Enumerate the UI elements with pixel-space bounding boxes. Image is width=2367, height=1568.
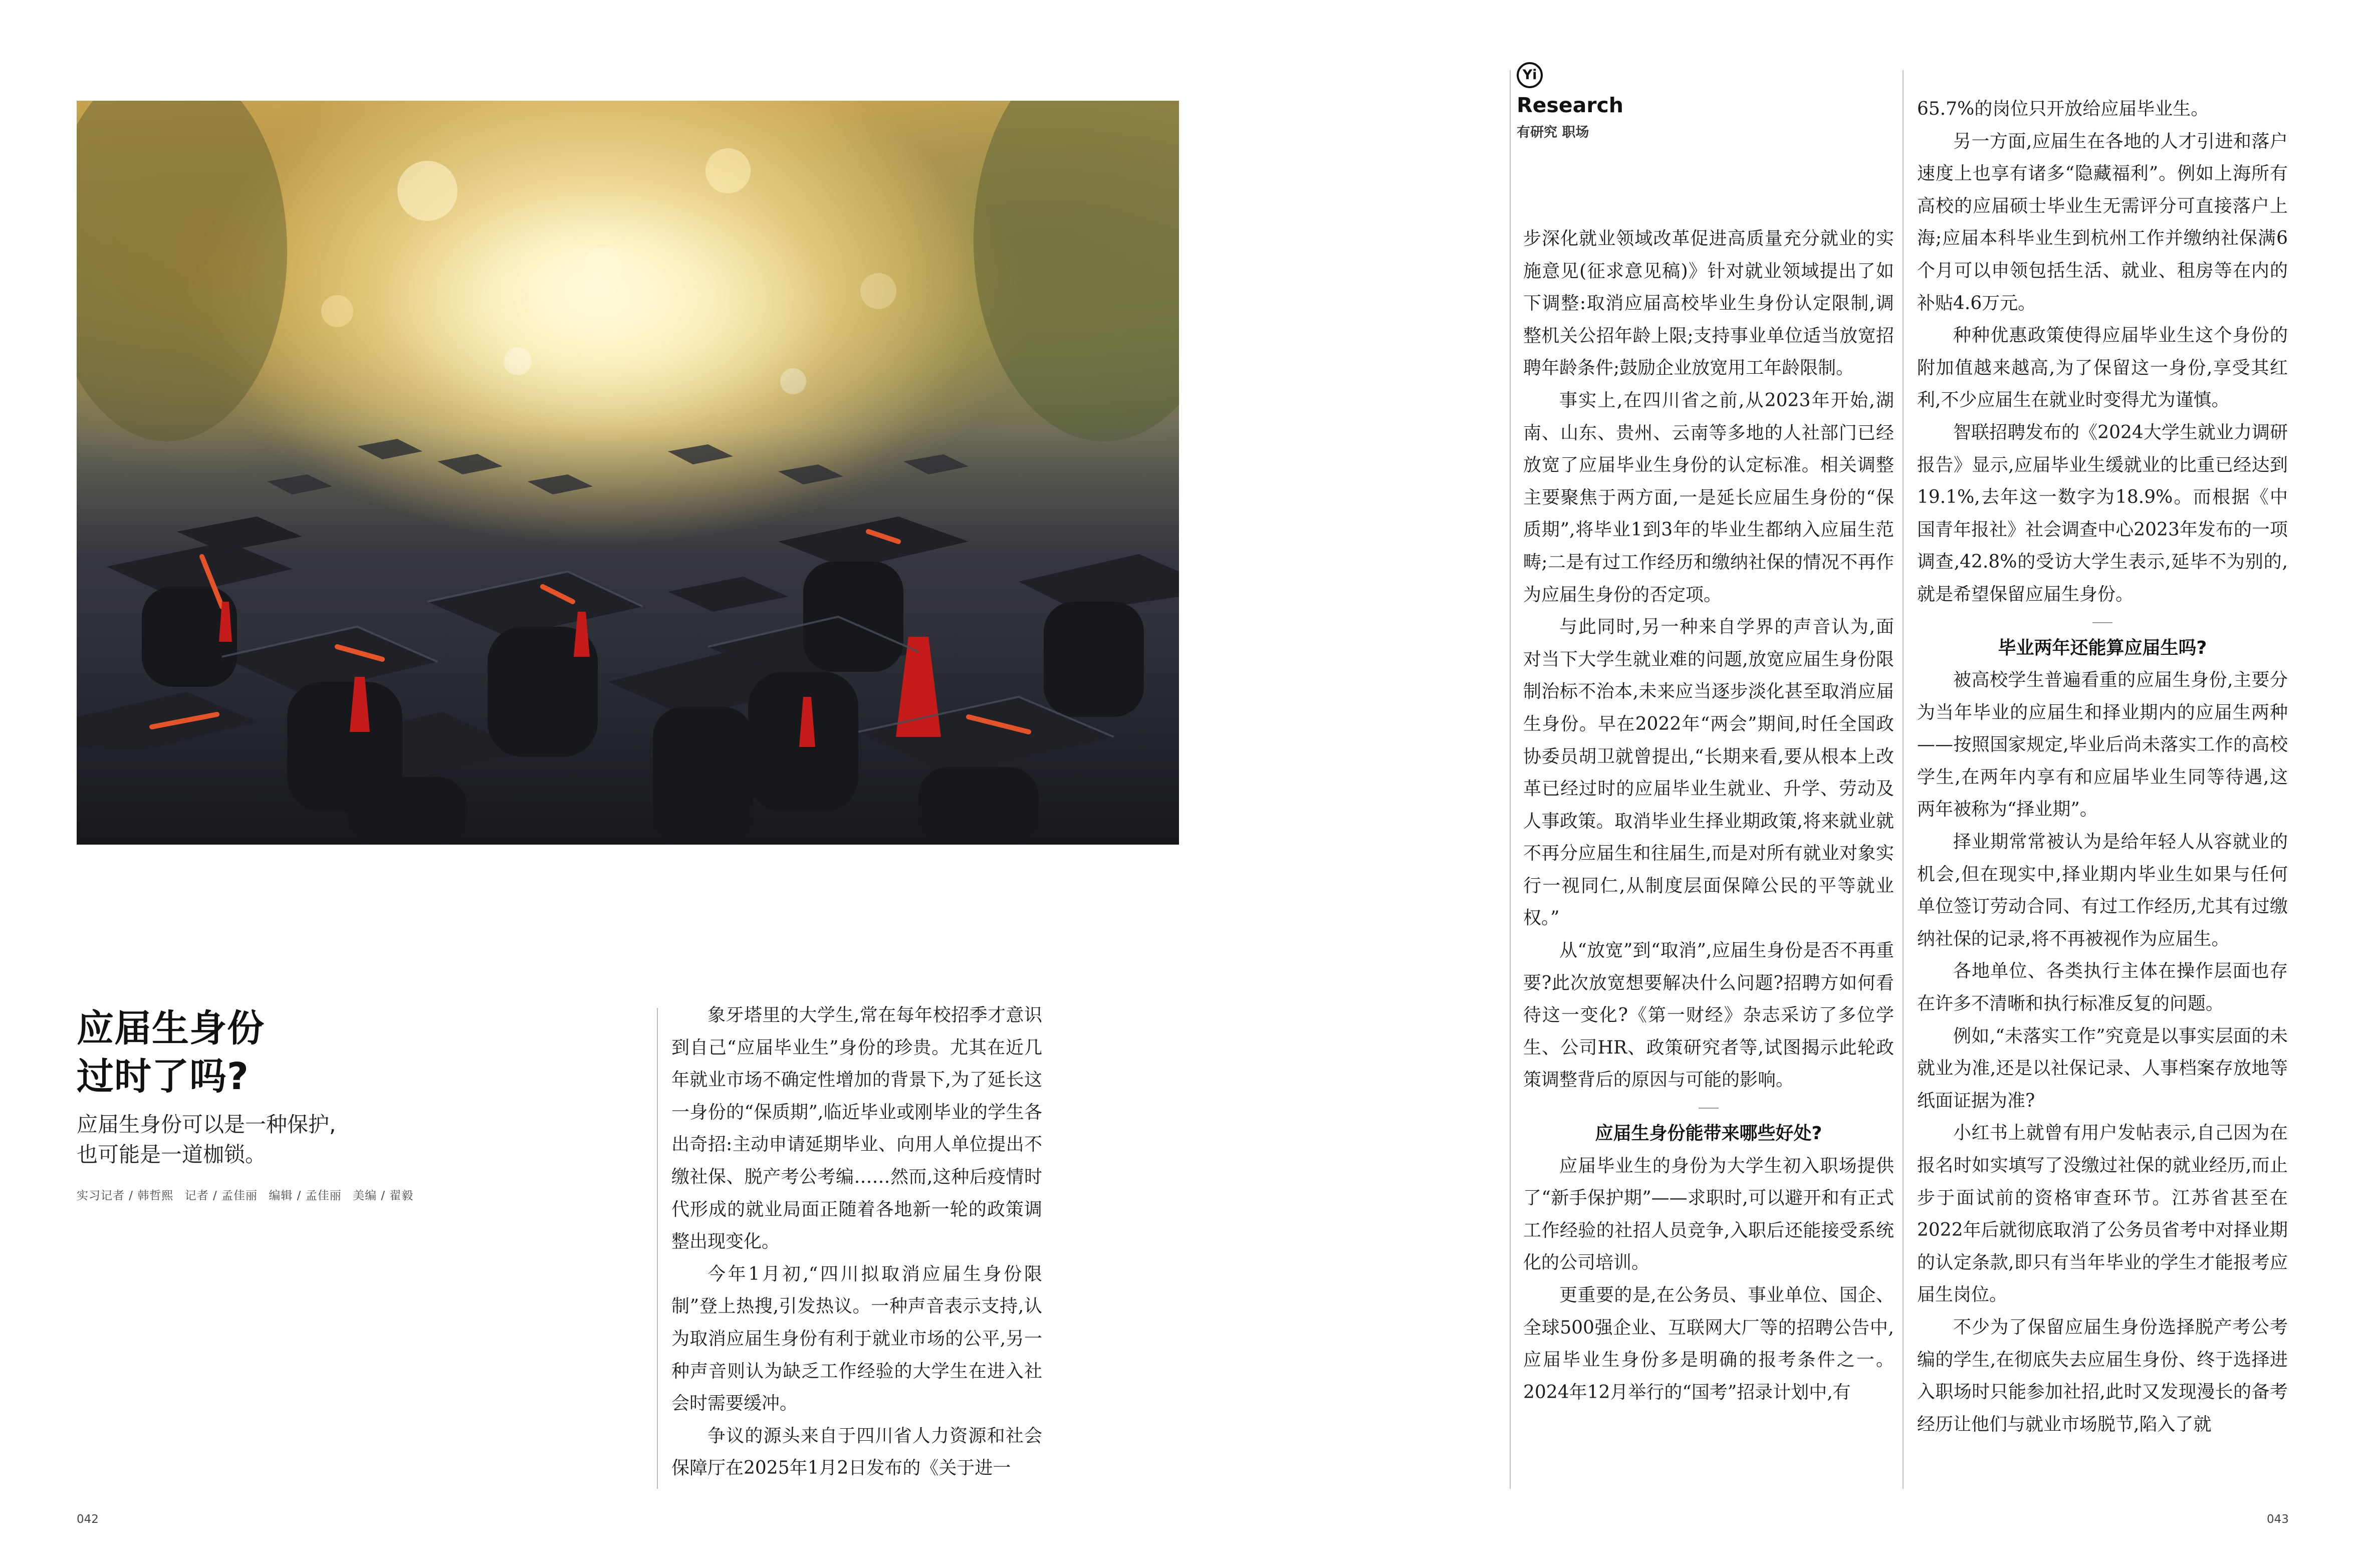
article-subtitle — [77, 1110, 478, 1170]
graduation-caps-illustration — [77, 101, 1179, 845]
paragraph: 步深化就业领域改革促进高质量充分就业的实施意见(征求意见稿)》针对就业领域提出了如下调整:取消应届高校毕业生身份认定限制,调整机关公招年龄上限;支持事业单位适当放宽招聘年龄条件;鼓励企业放宽用工年龄限制。 — [1523, 228, 1894, 379]
paragraph: 应届毕业生的身份为大学生初入职场提供了“新手保护期”——求职时,可以避开和有正式工作经验的社招人员竞争,入职后还能接受系统化的公司培训。 — [1523, 1155, 1894, 1273]
yi-logo-icon: Yi — [1517, 62, 1543, 88]
paragraph: 从“放宽”到“取消”,应届生身份是否不再重要?此次放宽想要解决什么问题?招聘方如何看待这一变化?《第一财经》杂志采访了多位学生、公司HR、政策研究者等,试图揭示此轮政策调整背后的原因与可能的影响。 — [1523, 940, 1894, 1091]
credit-designer: 美编 / 翟毅 — [353, 1189, 414, 1202]
paragraph: 另一方面,应届生在各地的人才引进和落户速度上也享有诸多“隐藏福利”。例如上海所有高校的应届硕士毕业生无需评分可直接落户上海;应届本科毕业生到杭州工作并缴纳社保满6个月可以申领包括生活、就业、租房等在内的补贴4.6万元。 — [1917, 131, 2288, 314]
page-number-left: 042 — [77, 1513, 99, 1526]
article-credits — [77, 1186, 578, 1203]
section-name-chinese: 有研究 职场 — [1517, 125, 1589, 140]
section-divider — [2092, 622, 2112, 623]
paragraph: 事实上,在四川省之前,从2023年开始,湖南、山东、贵州、云南等多地的人社部门已经放宽了应届毕业生身份的认定标准。相关调整主要聚焦于两方面,一是延长应届生身份的“保质期”,将毕业1到3年的毕业生都纳入应届生范畴;二是有过工作经历和缴纳社保的情况不再作为应届生身份的否定项。 — [1523, 390, 1894, 605]
paragraph: 象牙塔里的大学生,常在每年校招季才意识到自己“应届毕业生”身份的珍贵。尤其在近几年就业市场不确定性增加的背景下,为了延长这一身份的“保质期”,临近毕业或刚毕业的学生各出奇招:主动申请延期毕业、向用人单位提出不缴社保、脱产考公考编……然而,这种后疫情时代形成的就业局面正随着各地新一轮的政策调整出现变化。 — [671, 1005, 1042, 1252]
paragraph: 小红书上就曾有用户发帖表示,自己因为在报名时如实填写了没缴过社保的就业经历,而止步于面试前的资格审查环节。江苏省甚至在2022年后就彻底取消了公务员省考中对择业期的认定条款,即只有当年毕业的学生才能报考应届生岗位。 — [1917, 1123, 2288, 1305]
paragraph: 不少为了保留应届生身份选择脱产考公考编的学生,在彻底失去应届生身份、终于选择进入职场时只能参加社招,此时又发现漫长的备考经历让他们与就业市场脱节,陷入了就 — [1917, 1317, 2288, 1435]
column-rule-1 — [657, 1008, 658, 1489]
graduation-caps-photo — [77, 101, 1179, 845]
article-subtitle-line-1: 应届生身份可以是一种保护, — [77, 1112, 336, 1137]
page-number-right: 043 — [2267, 1513, 2289, 1526]
body-column-2 — [1523, 223, 1894, 1409]
paragraph: 争议的源头来自于四川省人力资源和社会保障厅在2025年1月2日发布的《关于进一 — [671, 1425, 1042, 1479]
column-rule-2 — [1510, 70, 1511, 1489]
credit-intern-reporter: 实习记者 / 韩哲熙 — [77, 1189, 174, 1202]
paragraph: 择业期常常被认为是给年轻人从容就业的机会,但在现实中,择业期内毕业生如果与任何单位签订劳动合同、有过工作经历,尤其有过缴纳社保的记录,将不再被视作为应届生。 — [1917, 832, 2288, 949]
section-divider — [1699, 1108, 1719, 1109]
credit-editor: 编辑 / 孟佳丽 — [269, 1189, 342, 1202]
article-title-line-1: 应届生身份 — [77, 1007, 265, 1050]
article-title — [77, 1004, 377, 1101]
body-column-3 — [1917, 93, 2288, 1441]
paragraph: 今年1月初,“四川拟取消应届生身份限制”登上热搜,引发热议。一种声音表示支持,认为取消应届生身份有利于就业市场的公平,另一种声音则认为缺乏工作经验的大学生在进入社会时需要缓冲。 — [671, 1263, 1042, 1414]
section-name-english: Research — [1517, 93, 1623, 117]
section-heading: 应届生身份能带来哪些好处? — [1595, 1123, 1822, 1144]
paragraph: 更重要的是,在公务员、事业单位、国企、全球500强企业、互联网大厂等的招聘公告中,应届毕业生身份多是明确的报考条件之一。2024年12月举行的“国考”招录计划中,有 — [1523, 1285, 1894, 1403]
paragraph: 种种优惠政策使得应届毕业生这个身份的附加值越来越高,为了保留这一身份,享受其红利,不少应届生在就业时变得尤为谨慎。 — [1917, 325, 2288, 411]
article-subtitle-line-2: 也可能是一道枷锁。 — [77, 1142, 267, 1167]
paragraph: 与此同时,另一种来自学界的声音认为,面对当下大学生就业难的问题,放宽应届生身份限制治标不治本,未来应当逐步淡化甚至取消应届生身份。早在2022年“两会”期间,时任全国政协委员胡卫就曾提出,“长期来看,要从根本上改革已经过时的应届毕业生就业、升学、劳动及人事政策。取消毕业生择业期政策,将来就业就不再分应届生和往届生,而是对所有就业对象实行一视同仁,从制度层面保障公民的平等就业权。” — [1523, 617, 1894, 929]
column-rule-3 — [1903, 70, 1904, 1489]
credit-reporter: 记者 / 孟佳丽 — [184, 1189, 258, 1202]
paragraph: 智联招聘发布的《2024大学生就业力调研报告》显示,应届毕业生缓就业的比重已经达到19.1%,去年这一数字为18.9%。而根据《中国青年报社》社会调查中心2023年发布的一项调查,42.8%的受访大学生表示,延毕不为别的,就是希望保留应届生身份。 — [1917, 422, 2288, 605]
section-heading: 毕业两年还能算应届生吗? — [1998, 637, 2207, 658]
body-column-1 — [671, 999, 1042, 1485]
article-title-line-2: 过时了吗? — [77, 1055, 249, 1098]
paragraph: 例如,“未落实工作”究竟是以事实层面的未就业为准,还是以社保记录、人事档案存放地等纸面证据为准? — [1917, 1025, 2288, 1111]
paragraph: 65.7%的岗位只开放给应届毕业生。 — [1917, 99, 2209, 119]
paragraph: 被高校学生普遍看重的应届生身份,主要分为当年毕业的应届生和择业期内的应届生两种——按照国家规定,毕业后尚未落实工作的高校学生,在两年内享有和应届毕业生同等待遇,这两年被称为“择业期”。 — [1917, 670, 2288, 820]
paragraph: 各地单位、各类执行主体在操作层面也存在许多不清晰和执行标准反复的问题。 — [1917, 961, 2288, 1014]
